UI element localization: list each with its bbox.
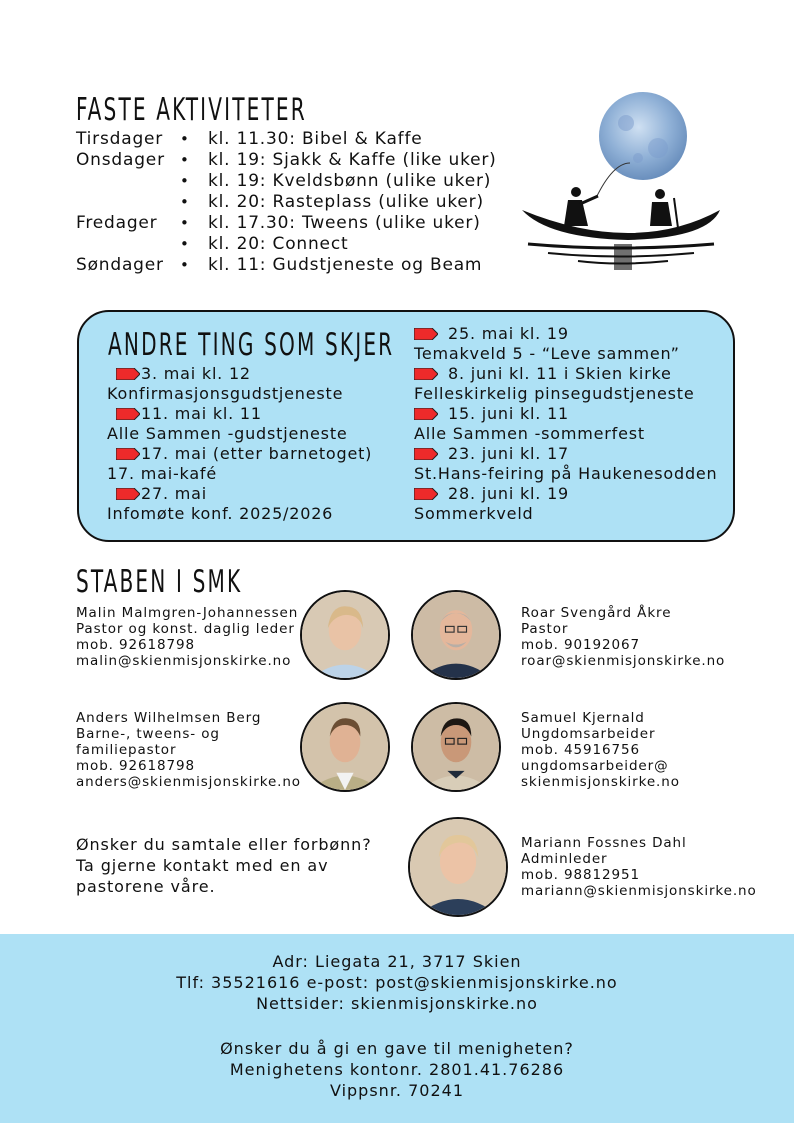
event-name: Alle Sammen -gudstjeneste xyxy=(107,424,348,443)
bullet-icon: • xyxy=(180,235,190,253)
event-date-text: 8. juni kl. 11 i Skien kirke xyxy=(448,364,672,383)
bullet-icon: • xyxy=(180,130,190,148)
staff-name: Mariann Fossnes Dahl xyxy=(521,835,687,851)
staff-name: Malin Malmgren-Johannessen xyxy=(76,605,299,621)
staff-role: Barne-, tweens- og xyxy=(76,726,220,742)
event-date-text: 15. juni kl. 11 xyxy=(448,404,570,423)
staff-phone: mob. 45916756 xyxy=(521,742,640,758)
staff-role: Ungdomsarbeider xyxy=(521,726,656,742)
event-date xyxy=(107,404,372,424)
event-name: Sommerkveld xyxy=(414,504,534,523)
staff-email[interactable]: malin@skienmisjonskirke.no xyxy=(76,653,292,669)
footer-contact[interactable]: Tlf: 35521616 e-post: post@skienmisjonskirke.no xyxy=(176,973,618,992)
staff-photo-roar xyxy=(411,590,501,680)
staff-card-malin xyxy=(76,605,298,669)
schedule-text: kl. 11.30: Bibel & Kaffe xyxy=(208,129,423,149)
footer-website[interactable]: Nettsider: skienmisjonskirke.no xyxy=(256,994,538,1013)
event-date xyxy=(107,484,372,504)
event-date xyxy=(107,444,372,464)
schedule-text: kl. 17.30: Tweens (ulike uker) xyxy=(208,213,481,233)
red-arrow-flag-icon xyxy=(414,408,438,420)
event-name: Infomøte konf. 2025/2026 xyxy=(107,504,334,523)
staff-role: familiepastor xyxy=(76,742,177,758)
schedule-text: kl. 19: Sjakk & Kaffe (like uker) xyxy=(208,150,497,170)
event-name: Konfirmasjonsgudstjeneste xyxy=(107,384,344,403)
red-arrow-flag-icon xyxy=(116,368,140,380)
red-arrow-flag-icon xyxy=(116,448,140,460)
portrait-icon xyxy=(302,704,388,790)
schedule-day: Søndager xyxy=(76,255,164,275)
red-arrow-flag-icon xyxy=(116,408,140,420)
schedule-text: kl. 20: Connect xyxy=(208,234,349,254)
schedule-day: Tirsdager xyxy=(76,129,164,149)
red-arrow-flag-icon xyxy=(414,368,438,380)
prayer-invitation xyxy=(76,834,372,897)
footer-vipps-number: Vippsnr. 70241 xyxy=(329,1081,464,1100)
event-date-text: 11. mai kl. 11 xyxy=(141,404,262,423)
staff-phone: mob. 92618798 xyxy=(76,758,195,774)
schedule-text: kl. 11: Gudstjeneste og Beam xyxy=(208,255,483,275)
bullet-icon: • xyxy=(180,172,190,190)
bullet-icon: • xyxy=(180,151,190,169)
event-date-text: 23. juni kl. 17 xyxy=(448,444,570,463)
footer-address: Adr: Liegata 21, 3717 Skien xyxy=(272,952,522,971)
staff-name: Samuel Kjernald xyxy=(521,710,645,726)
footer xyxy=(0,934,794,1123)
event-name: St.Hans-feiring på Haukenesodden xyxy=(414,464,718,483)
staff-photo-malin xyxy=(300,590,390,680)
bullet-icon: • xyxy=(180,214,190,232)
staff-email[interactable]: ungdomsarbeider@ xyxy=(521,758,669,774)
moon-boat-illustration xyxy=(518,88,724,278)
portrait-icon xyxy=(410,819,506,915)
faste-aktiviteter-title: FASTE AKTIVITETER xyxy=(76,92,307,128)
staff-phone: mob. 90192067 xyxy=(521,637,640,653)
staff-phone: mob. 92618798 xyxy=(76,637,195,653)
prayer-line: pastorene våre. xyxy=(76,877,216,896)
event-date xyxy=(414,364,718,384)
staff-email[interactable]: mariann@skienmisjonskirke.no xyxy=(521,883,757,899)
schedule-text: kl. 19: Kveldsbønn (ulike uker) xyxy=(208,171,492,191)
prayer-line: Ta gjerne kontakt med en av xyxy=(76,856,329,875)
moon-boat-icon xyxy=(518,88,724,278)
event-date-text: 17. mai (etter barnetoget) xyxy=(141,444,373,463)
staff-card-roar xyxy=(521,605,725,669)
portrait-icon xyxy=(302,592,388,678)
staff-photo-mariann xyxy=(408,817,508,917)
schedule-text: kl. 20: Rasteplass (ulike uker) xyxy=(208,192,484,212)
staff-photo-samuel xyxy=(411,702,501,792)
schedule-day: Fredager xyxy=(76,213,158,233)
event-date xyxy=(414,484,718,504)
staff-email[interactable]: anders@skienmisjonskirke.no xyxy=(76,774,301,790)
staff-name: Anders Wilhelmsen Berg xyxy=(76,710,262,726)
red-arrow-flag-icon xyxy=(414,328,438,340)
footer-account-number: Menighetens kontonr. 2801.41.76286 xyxy=(229,1060,565,1079)
staff-email[interactable]: roar@skienmisjonskirke.no xyxy=(521,653,726,669)
event-date xyxy=(414,404,718,424)
event-date-text: 3. mai kl. 12 xyxy=(141,364,251,383)
staff-card-anders xyxy=(76,710,301,790)
events-left-column xyxy=(107,364,372,524)
red-arrow-flag-icon xyxy=(116,488,140,500)
red-arrow-flag-icon xyxy=(414,448,438,460)
staff-photo-anders xyxy=(300,702,390,792)
prayer-line: Ønsker du samtale eller forbønn? xyxy=(76,835,372,854)
staff-card-samuel xyxy=(521,710,680,790)
andre-ting-title: ANDRE TING SOM SKJER xyxy=(108,327,395,363)
event-name: Temakveld 5 - “Leve sammen” xyxy=(414,344,680,363)
event-date-text: 28. juni kl. 19 xyxy=(448,484,570,503)
portrait-icon xyxy=(413,704,499,790)
portrait-icon xyxy=(413,592,499,678)
staff-role: Pastor og konst. daglig leder xyxy=(76,621,295,637)
event-name: Felleskirkelig pinsegudstjeneste xyxy=(414,384,695,403)
staff-phone: mob. 98812951 xyxy=(521,867,640,883)
bullet-icon: • xyxy=(180,256,190,274)
event-date-text: 27. mai xyxy=(141,484,207,503)
event-name: Alle Sammen -sommerfest xyxy=(414,424,645,443)
staff-name: Roar Svengård Åkre xyxy=(521,605,672,621)
red-arrow-flag-icon xyxy=(414,488,438,500)
events-right-column xyxy=(414,324,718,524)
event-date xyxy=(414,444,718,464)
footer-gift-question: Ønsker du å gi en gave til menigheten? xyxy=(220,1039,574,1058)
schedule-day: Onsdager xyxy=(76,150,165,170)
bullet-icon: • xyxy=(180,193,190,211)
staff-role: Adminleder xyxy=(521,851,608,867)
event-name: 17. mai-kafé xyxy=(107,464,218,483)
staff-role: Pastor xyxy=(521,621,569,637)
staben-title: STABEN I SMK xyxy=(76,564,243,600)
event-date-text: 25. mai kl. 19 xyxy=(448,324,569,343)
staff-email[interactable]: skienmisjonskirke.no xyxy=(521,774,680,790)
event-date xyxy=(414,324,718,344)
event-date xyxy=(107,364,372,384)
staff-card-mariann xyxy=(521,835,757,899)
